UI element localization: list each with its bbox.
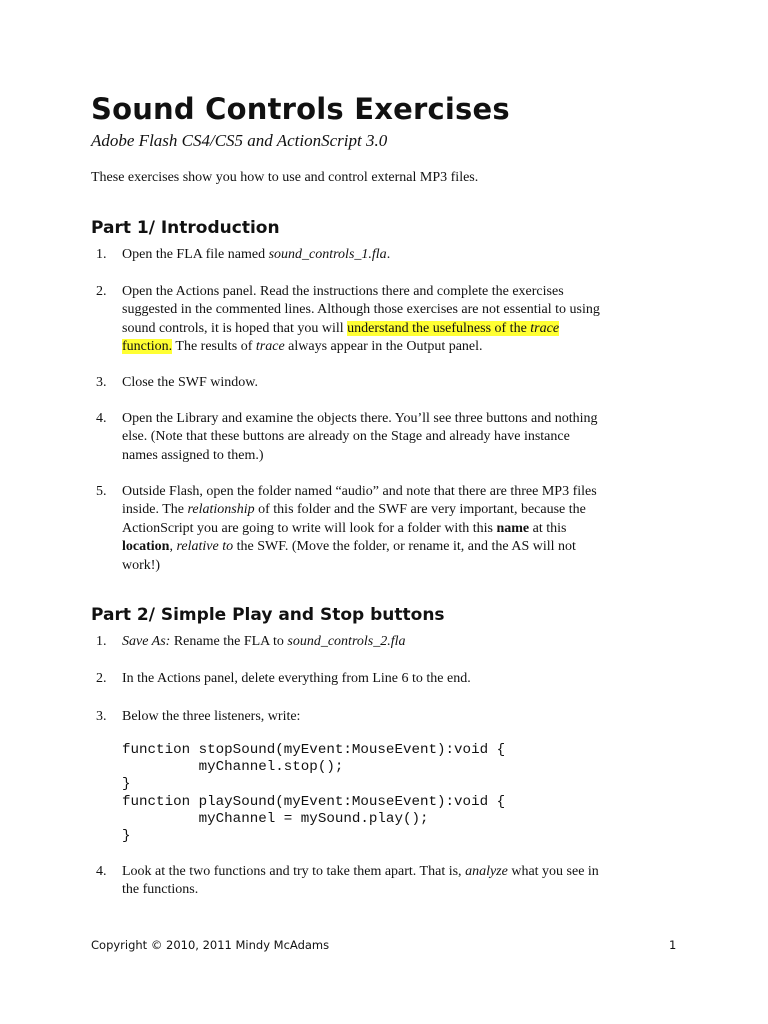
part1-step-1 bbox=[91, 246, 691, 264]
step-line: the functions. bbox=[122, 882, 199, 898]
step-line bbox=[122, 538, 691, 556]
file-name: sound_controls_2.fla bbox=[287, 634, 406, 649]
step-text: the SWF. (Move the folder, or rename it, and the AS will not bbox=[233, 539, 576, 555]
step-text: always appear in the Output panel. bbox=[284, 339, 483, 355]
emphasis: analyze bbox=[465, 864, 508, 879]
step-text: ActionScript you are going to write will look for a folder with this bbox=[122, 520, 497, 536]
step-text: inside. The bbox=[122, 502, 188, 518]
step-number: 3. bbox=[96, 375, 107, 390]
step-line: else. (Note that these buttons are already on the Stage and already have instance bbox=[122, 429, 570, 445]
step-number: 5. bbox=[96, 484, 107, 499]
part2-step-4 bbox=[91, 863, 691, 900]
emphasis: Save As: bbox=[122, 634, 171, 649]
step-text: Look at the two functions and try to take them apart. That is, bbox=[122, 864, 466, 879]
step-number: 4. bbox=[96, 411, 107, 426]
part2-heading: Part 2/ Simple Play and Stop buttons bbox=[91, 605, 445, 625]
step-number: 4. bbox=[96, 864, 107, 879]
part2-step-2 bbox=[91, 670, 691, 688]
page-title: Sound Controls Exercises bbox=[91, 92, 510, 126]
step-text: sound controls, it is hoped that you will bbox=[122, 320, 348, 336]
step-line: Open the Library and examine the objects there. You’ll see three buttons and nothing bbox=[122, 411, 598, 426]
part1-step-3 bbox=[91, 374, 691, 392]
step-number: 2. bbox=[96, 284, 107, 299]
step-line bbox=[122, 501, 691, 519]
step-text: The results of bbox=[172, 339, 256, 355]
step-number: 1. bbox=[96, 634, 107, 649]
step-line bbox=[122, 520, 691, 538]
emphasis: relationship bbox=[187, 502, 255, 518]
step-line: In the Actions panel, delete everything from Line 6 to the end. bbox=[122, 671, 471, 686]
term: trace bbox=[255, 339, 285, 355]
step-line: Outside Flash, open the folder named “audio” and note that there are three MP3 files bbox=[122, 484, 597, 499]
step-line bbox=[122, 863, 691, 881]
step-line bbox=[122, 246, 691, 264]
step-number: 2. bbox=[96, 671, 107, 686]
footer-copyright: Copyright © 2010, 2011 Mindy McAdams bbox=[91, 938, 330, 952]
step-text: of this folder and the SWF are very important, because the bbox=[254, 502, 586, 518]
part1-heading: Part 1/ Introduction bbox=[91, 218, 280, 238]
highlighted-term: trace bbox=[530, 320, 560, 336]
step-line bbox=[122, 338, 691, 356]
step-number: 3. bbox=[96, 709, 107, 724]
file-name: sound_controls_1.fla bbox=[268, 247, 387, 262]
step-line: Close the SWF window. bbox=[122, 375, 258, 390]
step-number: 1. bbox=[96, 247, 107, 262]
part1-step-2 bbox=[91, 283, 691, 357]
step-line: suggested in the commented lines. Although those exercises are not essential to using bbox=[122, 302, 600, 318]
highlighted-text bbox=[347, 321, 559, 336]
step-line: names assigned to them.) bbox=[122, 447, 264, 463]
bold-term: location bbox=[122, 539, 170, 555]
step-line bbox=[122, 633, 691, 651]
part1-step-4 bbox=[91, 410, 691, 465]
highlighted-phrase: function. bbox=[122, 339, 173, 355]
step-line: work!) bbox=[122, 557, 161, 573]
part1-step-5 bbox=[91, 483, 691, 575]
intro-paragraph: These exercises show you how to use and control external MP3 files. bbox=[91, 170, 479, 185]
step-text: Open the FLA file named bbox=[122, 247, 269, 262]
page-subtitle: Adobe Flash CS4/CS5 and ActionScript 3.0 bbox=[91, 131, 388, 150]
part2-step-3 bbox=[91, 708, 691, 726]
step-text: Rename the FLA to bbox=[170, 634, 288, 649]
footer-page-number: 1 bbox=[669, 938, 677, 952]
part2-step-1 bbox=[91, 633, 691, 651]
step-text: . bbox=[386, 247, 391, 262]
step-text: what you see in bbox=[507, 864, 599, 879]
step-line: Below the three listeners, write: bbox=[122, 709, 301, 724]
step-line bbox=[122, 320, 691, 338]
step-text: at this bbox=[529, 520, 567, 536]
code-block: function stopSound(myEvent:MouseEvent):void { myChannel.stop(); } function playSound(myEvent:MouseEvent):void { myChannel = mySound.play(); } bbox=[122, 742, 506, 845]
step-line: Open the Actions panel. Read the instructions there and complete the exercises bbox=[122, 284, 564, 299]
bold-term: name bbox=[496, 520, 530, 536]
emphasis: relative to bbox=[176, 539, 234, 555]
step-text: , bbox=[169, 539, 177, 555]
highlighted-phrase: understand the usefulness of the bbox=[347, 320, 531, 336]
